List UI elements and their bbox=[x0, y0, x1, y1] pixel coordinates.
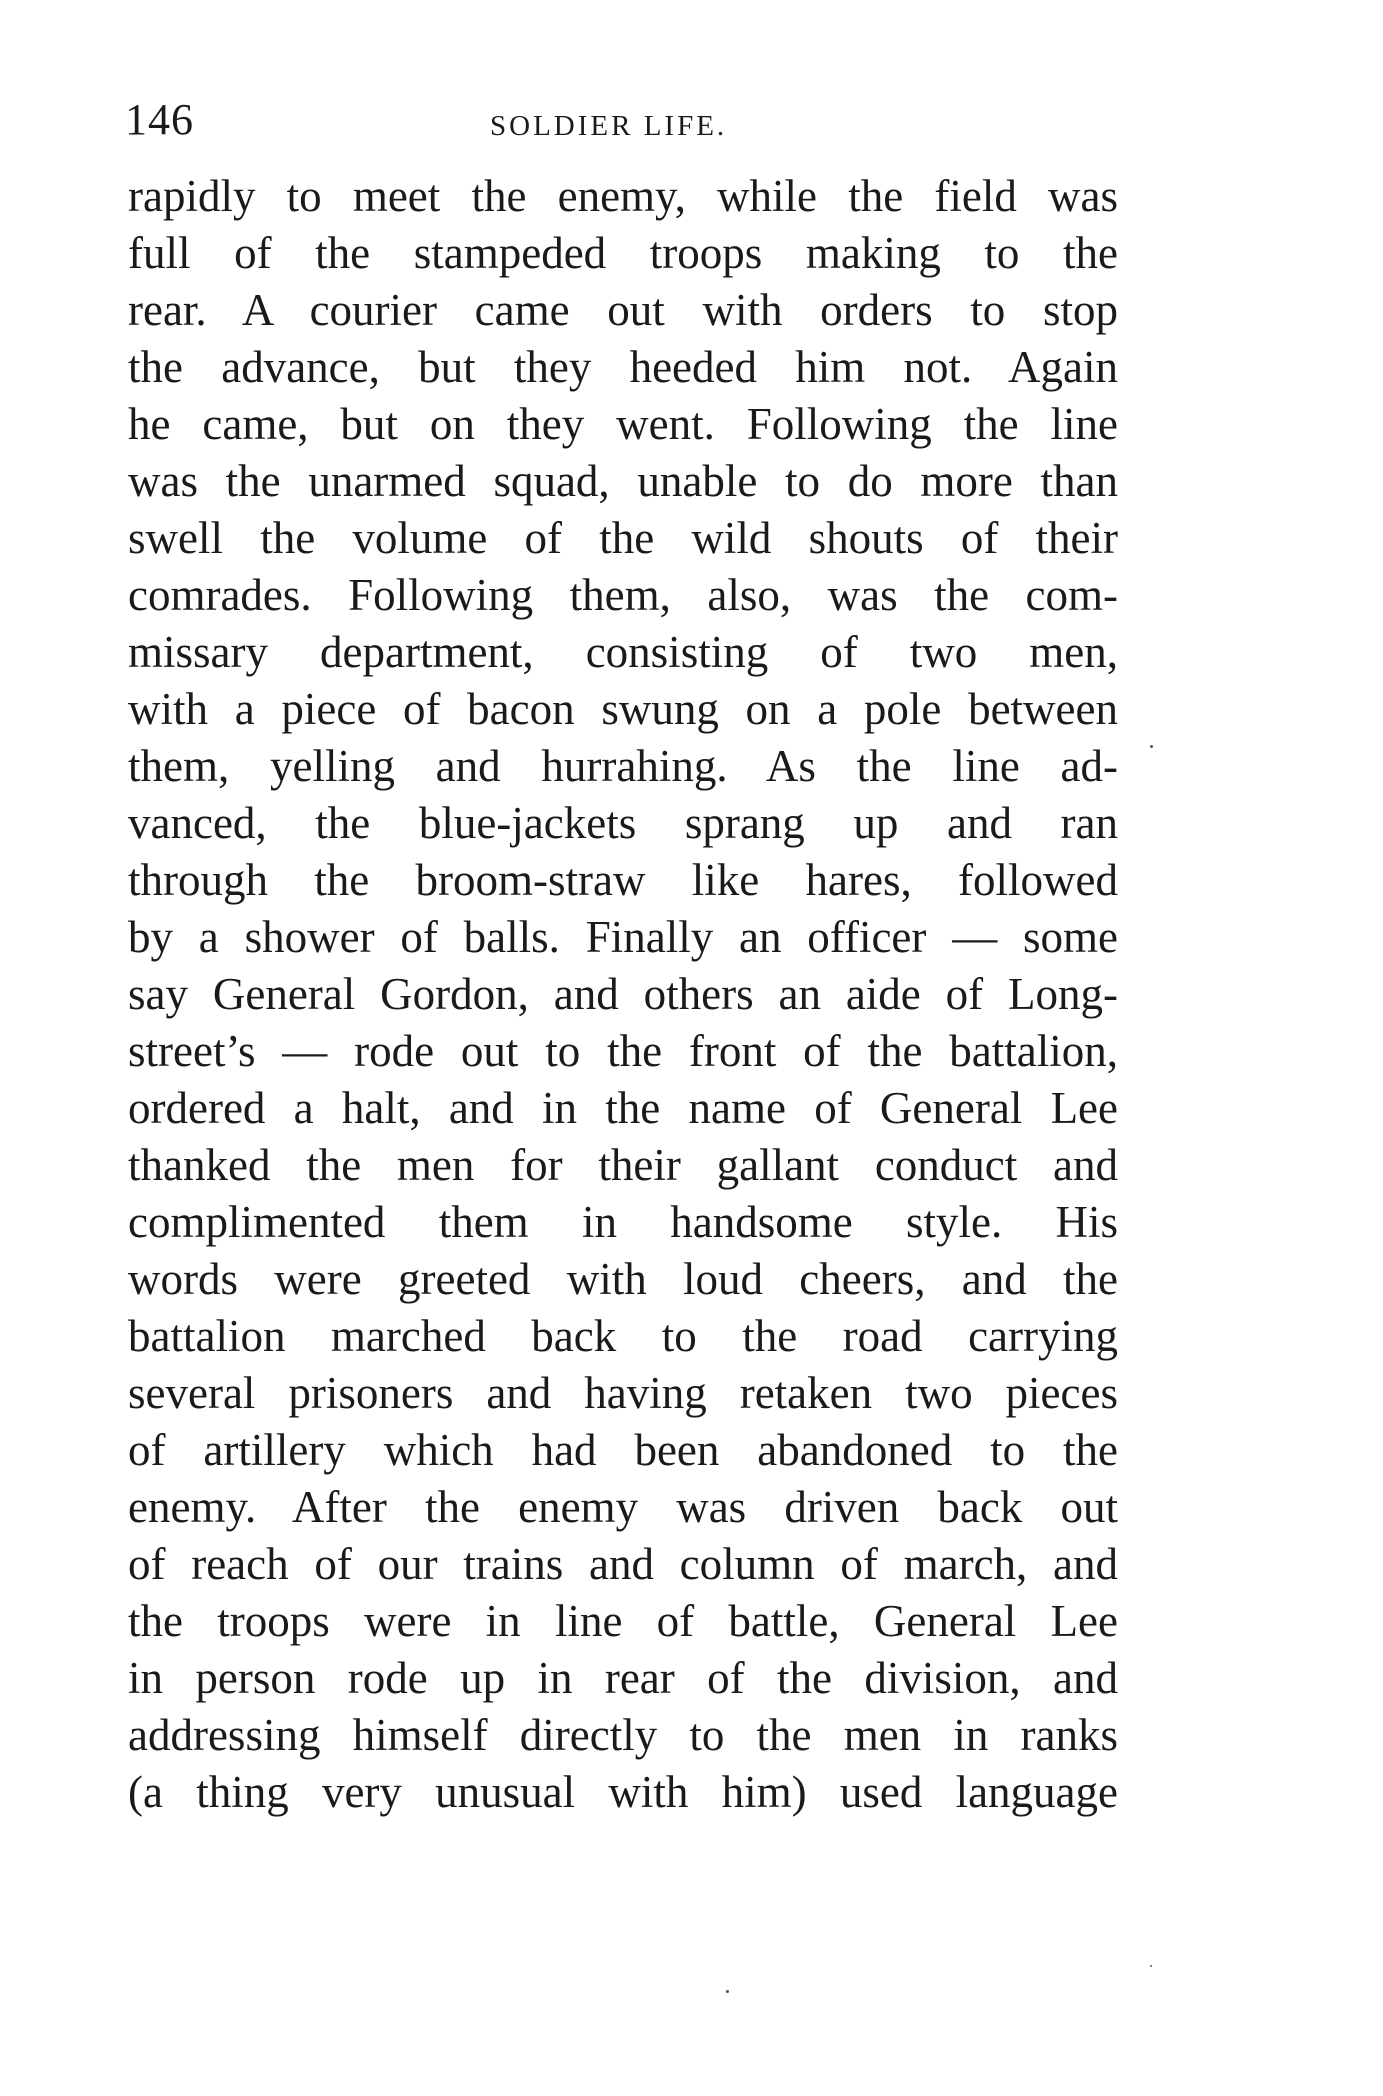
text-line: he came, but on they went. Following the line bbox=[128, 399, 1118, 449]
text-line: rear. A courier came out with orders to stop bbox=[128, 285, 1118, 335]
text-line: several prisoners and having retaken two pieces bbox=[128, 1368, 1118, 1418]
paper-speck bbox=[1150, 745, 1153, 748]
text-line: full of the stampeded troops making to the bbox=[128, 228, 1118, 278]
text-line: with a piece of bacon swung on a pole between bbox=[128, 684, 1118, 734]
text-line: battalion marched back to the road carrying bbox=[128, 1311, 1118, 1361]
body-text bbox=[128, 168, 1118, 1821]
text-line: missary department, consisting of two men, bbox=[128, 627, 1118, 677]
text-line: the advance, but they heeded him not. Again bbox=[128, 342, 1118, 392]
text-line: ordered a halt, and in the name of General Lee bbox=[128, 1083, 1118, 1133]
text-line: words were greeted with loud cheers, and the bbox=[128, 1254, 1118, 1304]
text-line: was the unarmed squad, unable to do more than bbox=[128, 456, 1118, 506]
text-line: enemy. After the enemy was driven back out bbox=[128, 1482, 1118, 1532]
text-line: complimented them in handsome style. His bbox=[128, 1197, 1118, 1247]
text-line: comrades. Following them, also, was the com- bbox=[128, 570, 1118, 620]
text-line: of artillery which had been abandoned to the bbox=[128, 1425, 1118, 1475]
text-line: street’s — rode out to the front of the battalion, bbox=[128, 1026, 1118, 1076]
paper-speck bbox=[1150, 1965, 1152, 1967]
text-line: through the broom-straw like hares, followed bbox=[128, 855, 1118, 905]
text-line: addressing himself directly to the men in ranks bbox=[128, 1710, 1118, 1760]
text-line: (a thing very unusual with him) used language bbox=[128, 1767, 1118, 1817]
running-title: SOLDIER LIFE. bbox=[490, 110, 728, 142]
text-line: in person rode up in rear of the division, and bbox=[128, 1653, 1118, 1703]
running-head bbox=[125, 90, 1115, 150]
text-line: the troops were in line of battle, General Lee bbox=[128, 1596, 1118, 1646]
text-line: thanked the men for their gallant conduct and bbox=[128, 1140, 1118, 1190]
page-number: 146 bbox=[125, 95, 194, 144]
text-line: of reach of our trains and column of march, and bbox=[128, 1539, 1118, 1589]
text-line: them, yelling and hurrahing. As the line ad- bbox=[128, 741, 1118, 791]
text-line: say General Gordon, and others an aide of Long- bbox=[128, 969, 1118, 1019]
paper-speck bbox=[726, 1990, 729, 1993]
text-line: vanced, the blue-jackets sprang up and ran bbox=[128, 798, 1118, 848]
text-line: by a shower of balls. Finally an officer — some bbox=[128, 912, 1118, 962]
text-line: swell the volume of the wild shouts of their bbox=[128, 513, 1118, 563]
text-line: rapidly to meet the enemy, while the field was bbox=[128, 171, 1118, 221]
